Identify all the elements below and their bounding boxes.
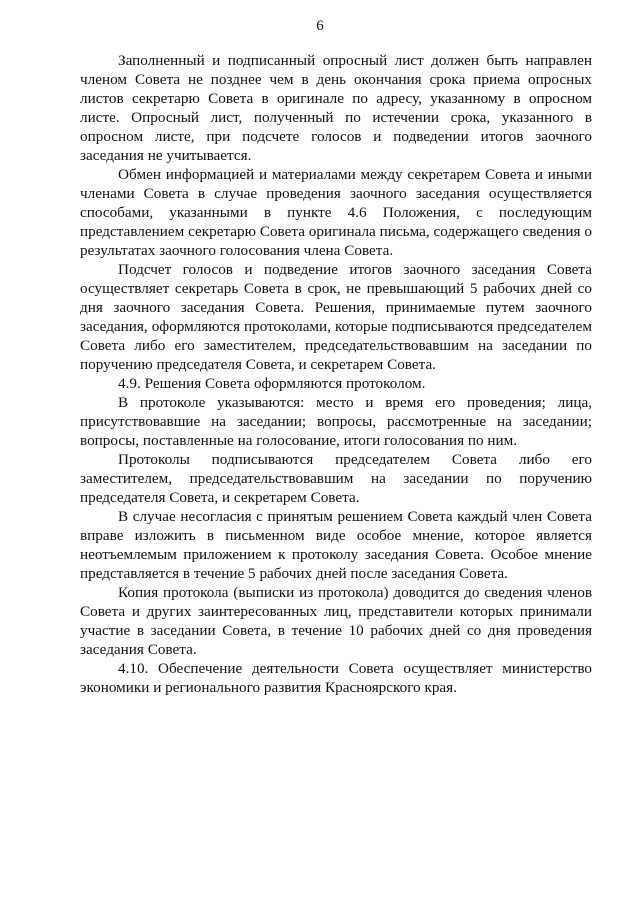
paragraph-protocol-copy: Копия протокола (выписки из протокола) доводится до сведения членов Совета и других заинтересованных лиц, представители которых принимали участие в заседании Совета, в течение 10 рабочих дней со дня проведения заседания Совета.	[80, 584, 592, 658]
page-number: 6	[316, 18, 324, 34]
paragraph-vote-counting: Подсчет голосов и подведение итогов заочного заседания Совета осуществляет секретарь Совета в срок, не превышающий 5 рабочих дней со дня заочного заседания Совета. Решения, принимаемые путем заочного заседания, оформляются протоколами, которые подписываются председателем Совета либо его заместителем, председательствовавшим на заседании по поручению председателя Совета, и секретарем Совета.	[80, 261, 592, 373]
paragraph-information-exchange: Обмен информацией и материалами между секретарем Совета и иными членами Совета в случае проведения заочного заседания осуществляется способами, указанными в пункте 4.6 Положения, с последующим представлением секретарю Совета оригинала письма, содержащего сведения о результатах заочного голосования члена Совета.	[80, 166, 592, 259]
paragraph-protocol-signing: Протоколы подписываются председателем Совета либо его заместителем, председательствовавшим на заседании по поручению председателя Совета, и секретарем Совета.	[80, 451, 592, 506]
document-body	[80, 51, 592, 697]
paragraph-section-4-9: 4.9. Решения Совета оформляются протоколом.	[118, 375, 426, 392]
paragraph-dissenting-opinion: В случае несогласия с принятым решением Совета каждый член Совета вправе изложить в письменном виде особое мнение, которое является неотъемлемым приложением к протоколу заседания Совета. Особое мнение представляется в течение 5 рабочих дней после заседания Совета.	[80, 508, 592, 582]
paragraph-protocol-contents: В протоколе указываются: место и время его проведения; лица, присутствовавшие на заседании; вопросы, рассмотренные на заседании; вопросы, поставленные на голосование, итоги голосования по ним.	[80, 394, 592, 449]
paragraph-section-4-10: 4.10. Обеспечение деятельности Совета осуществляет министерство экономики и регионального развития Красноярского края.	[80, 660, 592, 696]
paragraph-absentee-questionnaire: Заполненный и подписанный опросный лист должен быть направлен членом Совета не позднее чем в день окончания срока приема опросных листов секретарю Совета в оригинале по адресу, указанному в опросном листе. Опросный лист, полученный по истечении срока, указанного в опросном листе, при подсчете голосов и подведении итогов заочного заседания не учитывается.	[80, 52, 592, 164]
